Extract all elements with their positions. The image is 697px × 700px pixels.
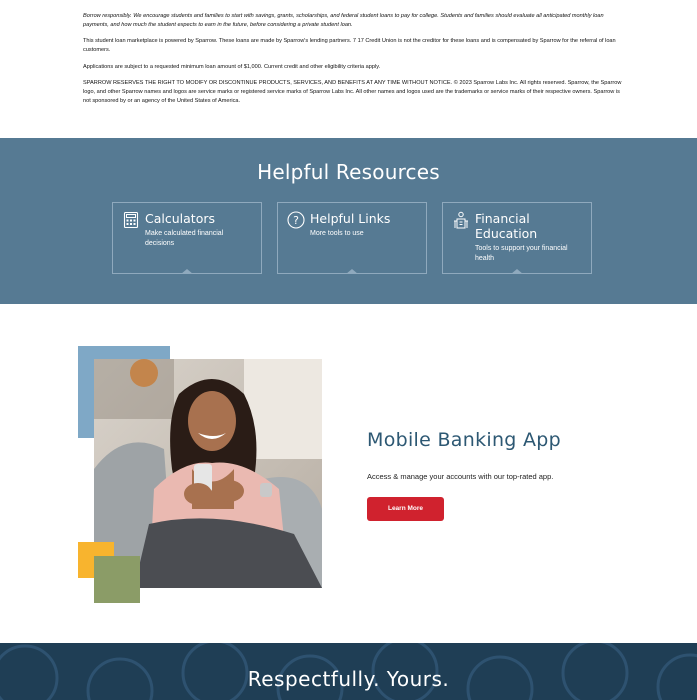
helpful-links-card[interactable] [277, 202, 427, 274]
financial-education-title: Financial Education [475, 211, 538, 241]
decorative-green-square [94, 556, 140, 603]
card-pointer [346, 269, 358, 274]
footer-tagline: Respectfully. Yours. [247, 667, 450, 691]
question-icon [287, 211, 305, 229]
svg-text:?: ? [293, 214, 299, 227]
calculators-card[interactable] [112, 202, 262, 274]
card-pointer [181, 269, 193, 274]
disclosure-marketplace: This student loan marketplace is powered by Sparrow. These loans are made by Sparrow's lending partners. 7 17 Credit Union is not the creditor for these loans and is compensated by Sparrow for the referral of loan customers. [83, 38, 616, 54]
calculators-subtitle: Make calculated financial decisions [145, 230, 224, 247]
education-icon [452, 211, 470, 229]
financial-education-card[interactable] [442, 202, 592, 274]
mobile-banking-description: Access & manage your accounts with our top-rated app. [367, 472, 554, 481]
mobile-banking-title: Mobile Banking App [367, 429, 562, 451]
calculator-icon [122, 211, 140, 229]
mobile-app-photo [94, 359, 322, 588]
helpful-resources-section [0, 138, 697, 304]
helpful-resources-title: Helpful Resources [257, 160, 440, 184]
disclosures [83, 12, 623, 114]
footer-banner [0, 643, 697, 700]
helpful-links-subtitle: More tools to use [310, 230, 364, 237]
helpful-links-title: Helpful Links [310, 211, 391, 226]
learn-more-button[interactable]: Learn More [367, 497, 444, 521]
financial-education-subtitle: Tools to support your financial health [475, 245, 568, 262]
card-pointer [511, 269, 523, 274]
disclosure-rights: SPARROW RESERVES THE RIGHT TO MODIFY OR DISCONTINUE PRODUCTS, SERVICES, AND BENEFITS AT ANY TIME WITHOUT NOTICE. © 2023 Sparrow Labs Inc. All rights reserved. Sparrow, the Sparrow logo, and other Sparrow names and logos are service marks or registered service marks of Sparrow Labs Inc. All other names and logos used are the trademarks or service marks of their respective owners. Sparrow is not sponsored by or an agency of the United States of America. [83, 80, 622, 105]
calculators-title: Calculators [145, 211, 215, 226]
disclosure-borrow: Borrow responsibly. We encourage students and families to start with savings, grants, scholarships, and federal student loans to pay for college. Students and families should evaluate all anticipated monthly loan payments, and how much the student expects to earn in the future, before considering a private student loan. [83, 13, 604, 28]
disclosure-minimum: Applications are subject to a requested minimum loan amount of $1,000. Current credit and other eligibility criteria apply. [83, 63, 381, 70]
